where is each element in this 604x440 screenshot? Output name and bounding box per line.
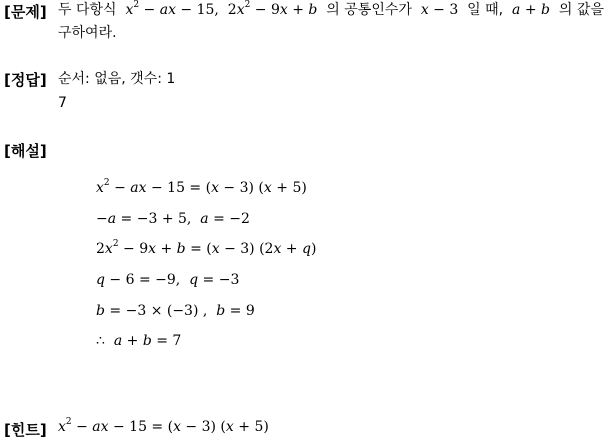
answer-line-2: 7	[58, 95, 67, 111]
problem-line-1	[58, 0, 604, 20]
solution-label: [해설]	[4, 142, 47, 160]
problem-text-a: 두 다항식	[58, 2, 117, 18]
problem-text-c: 일 때,	[467, 2, 504, 18]
problem-label: [문제]	[4, 3, 47, 21]
solution-step-1: $x^2$ − ax − 15 = (x − 3) (x + 5)	[96, 178, 307, 196]
answer-label: [정답]	[4, 71, 47, 89]
common-factor: x − 3	[420, 2, 463, 18]
solution-step-4: q − 6 = −9, q = −3	[96, 272, 240, 288]
solution-step-5: b = −3 × (−3) , b = 9	[96, 303, 255, 319]
solution-step-6: ∴ a + b = 7	[96, 333, 182, 349]
solution-step-3: $2x^2 - 9x + b = (x - 3) (2x + q)$	[96, 239, 317, 257]
poly-1: $x^2$ − ax − 15, $2x^2 - 9x + b$	[125, 0, 318, 18]
problem-text-b: 의 공통인수가	[326, 2, 412, 18]
sum-expr: a + b	[512, 2, 550, 18]
problem-line-2: 구하여라.	[58, 25, 117, 41]
problem-text-d: 의 값을	[558, 2, 604, 18]
solution-step-2: −a = −3 + 5, a = −2	[96, 211, 250, 227]
hint-equation: $x^2$ − ax − 15 = (x − 3) (x + 5)	[58, 417, 269, 435]
answer-line-1: 순서: 없음, 갯수: 1	[58, 71, 176, 87]
hint-label: [힌트]	[4, 421, 47, 439]
